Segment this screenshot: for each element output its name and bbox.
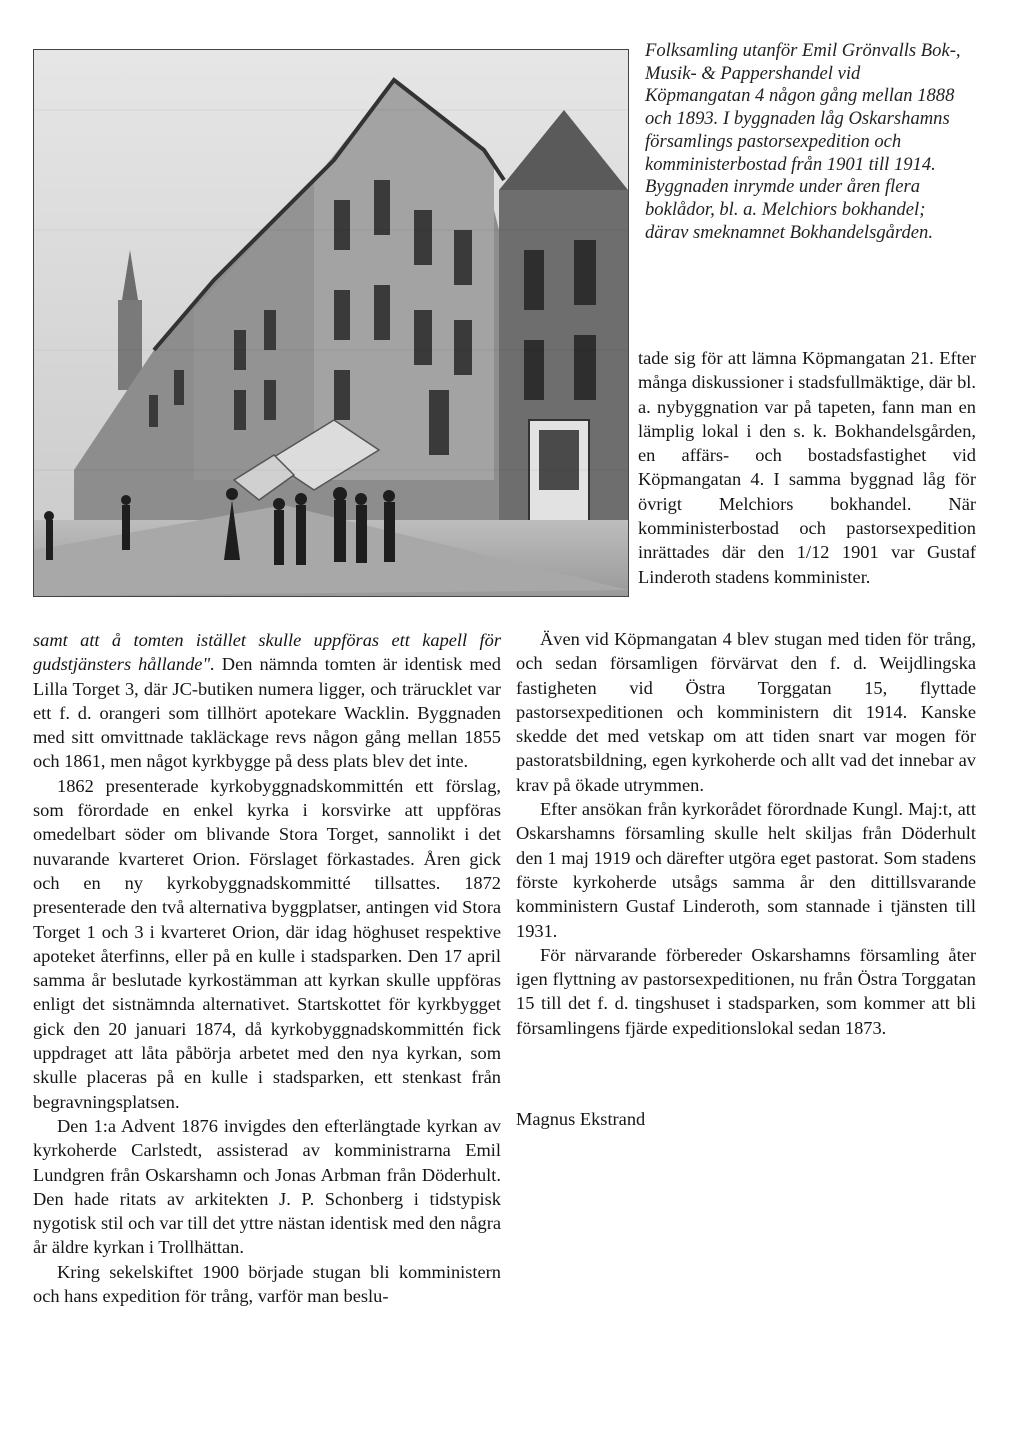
author-signature: Magnus Ekstrand [516, 1109, 646, 1129]
street-scene-illustration [34, 50, 628, 596]
left-column [33, 628, 501, 1308]
paragraph: Även vid Köpmangatan 4 blev stugan med tiden för trång, och sedan församligen förvärvat den f. d. Weijdlingska fastigheten vid Östra Torggatan 15, flyttade pastorsexpeditionen och komministern dit 1914. Kanske skedde det med vetskap om att tiden snart var mogen för pastoratsbildning, egen kyrkoherde och allt vad det innebar av krav på ökade utrymmen. [516, 629, 976, 795]
right-column-bottom [516, 627, 976, 1040]
photo-caption: Folksamling utanför Emil Grönvalls Bok-, Musik- & Pappershandel vid Köpmangatan 4 någon gång mellan 1888 och 1893. I byggnaden låg Oskarshamns församlings pastorsexpedition och komministerbostad från 1901 till 1914. Byggnaden inrymde under åren flera boklådor, bl. a. Melchiors bokhandel; därav smeknamnet Bokhandelsgården. [645, 40, 961, 243]
right-column-top [638, 346, 976, 589]
paragraph: tade sig för att lämna Köpmangatan 21. Efter många diskussioner i stadsfullmäktige, där bl. a. nybyggnation var på tapeten, fann man en lämplig lokal i den s. k. Bokhandelsgården, en affärs- och bostadsfastighet vid Köpmangatan 4. I samma byggnad låg för övrigt Melchiors bokhandel. När komministerbostad och pastorsexpedition inrättades där den 1/12 1901 var Gustaf Linderoth stadens komminister. [638, 348, 976, 587]
quote-text: samt att å tomten istället skulle uppföras ett kapell för gudstjänsters hållande". [33, 630, 501, 675]
paragraph: För närvarande förbereder Oskarshamns församling åter igen flyttning av pastorsexpeditionen, nu från Östra Torggatan 15 till det f. d. tingshuset i stadsparken, som kommer att bli församlingens fjärde expeditionslokal sedan 1873. [516, 944, 976, 1038]
paragraph: Efter ansökan från kyrkorådet förordnade Kungl. Maj:t, att Oskarshamns församling skulle helt skiljas från Döderhult den 1 maj 1919 och därefter utgöra eget pastorat. Som stadens förste kyrkoherde utsågs samma år den dittillsvarande komministern Gustaf Linderoth, som stannade i tjänsten till 1931. [516, 799, 976, 941]
paragraph-text: Den nämnda tomten är identisk med Lilla Torget 3, där JC-butiken numera ligger, och trärucklet var ett f. d. orangeri som tillhört apotekare Wacklin. Byggnaden med sitt omvittnade takläckage revs någon gång mellan 1855 och 1861, men något kyrkbygge på dess plats blev det inte. [33, 654, 502, 772]
paragraph: Kring sekelskiftet 1900 började stugan bli komministern och hans expedition för trång, varför man beslu- [33, 1261, 501, 1307]
paragraph: 1862 presenterade kyrkobyggnadskommittén ett förslag, som förordade en enkel kyrka i korsvirke att uppföras omedelbart söder om blivande Stora Torget, sannolikt i det nuvarande kvarteret Orion. Förslaget förkastades. Åren gick och en ny kyrkobyggnadskommitté tillsattes. 1872 presenterade den två alternativa byggplatser, antingen vid Stora Torget 1 och 3 i kvarteret Orion, där idag höghuset respektive apoteket återfinns, eller på en kulle i stadsparken. Den 17 april samma år beslutade kyrkostämman att kyrkan skulle uppföras enligt det sistnämnda alternativet. Startskottet för kyrkbygget gick den 20 januari 1874, då kyrkobyggnadskommittén fick uppdraget att låta påbörja arbetet med den nya kyrkan, som skulle placeras på en kulle i stadsparken, ett stenkast från begravningsplatsen. [33, 775, 501, 1112]
paragraph [33, 628, 501, 774]
paragraph: Den 1:a Advent 1876 invigdes den efterlängtade kyrkan av kyrkoherde Carlstedt, assisterad av komministrarna Emil Lundgren från Oskarshamn och Jonas Arbman från Döderhult. Den hade ritats av arkitekten J. P. Schonberg i tidstypisk nygotisk stil och var till det yttre nästan identisk med den några år äldre kyrkan i Trollhättan. [33, 1115, 501, 1258]
historical-street-photo [33, 49, 629, 597]
